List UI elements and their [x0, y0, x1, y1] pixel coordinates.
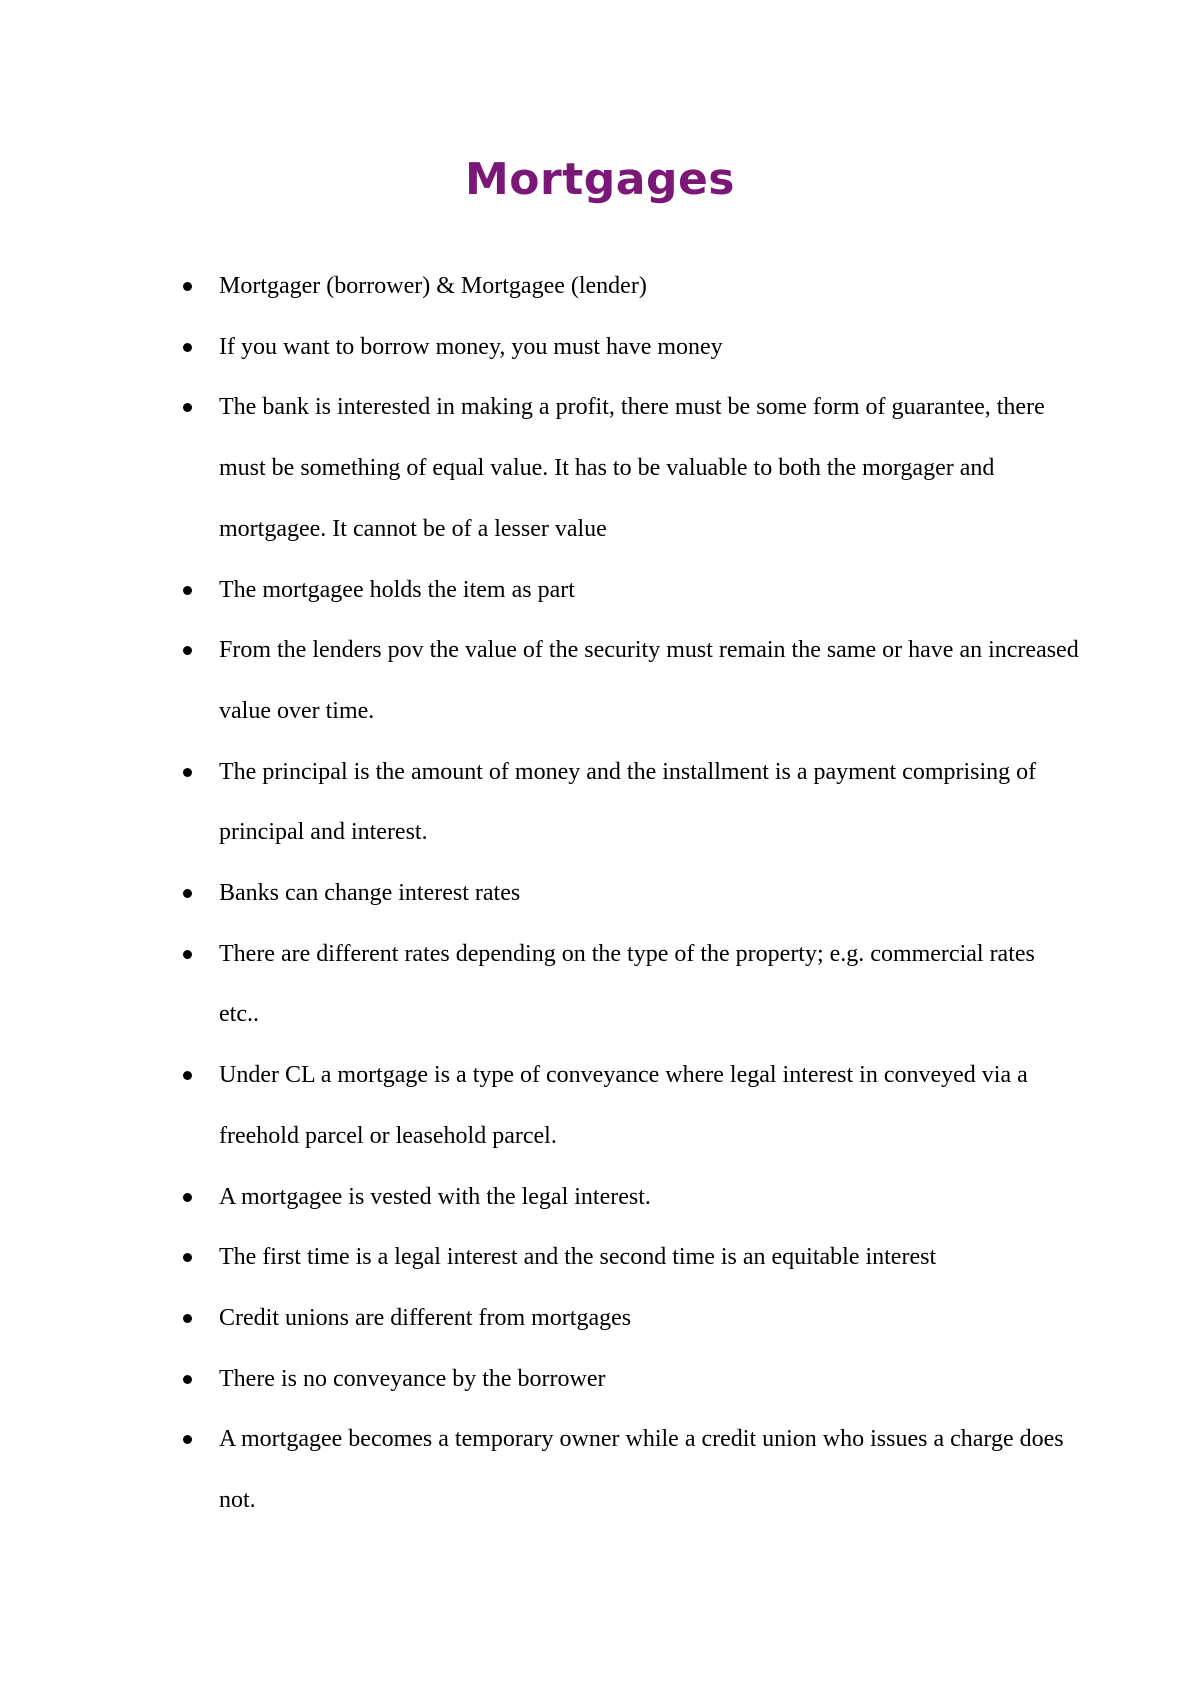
- bullet-item-9: [0, 1045, 1079, 1166]
- bullet-item-14: [0, 1409, 1079, 1530]
- bullet-item-3: [0, 377, 1079, 559]
- bullet-text: Credit unions are different from mortgages: [219, 1304, 632, 1331]
- bullet-icon: [183, 1193, 192, 1202]
- bullet-icon: [183, 646, 192, 655]
- bullet-text: Under CL a mortgage is a type of conveyance where legal interest in conveyed via a freehold parcel or leasehold parcel.: [219, 1062, 1028, 1149]
- bullet-text: Banks can change interest rates: [219, 880, 521, 907]
- bullet-icon: [183, 282, 192, 291]
- bullet-list: [0, 256, 1200, 1531]
- bullet-text: The first time is a legal interest and the second time is an equitable interest: [219, 1244, 937, 1271]
- bullet-icon: [183, 403, 192, 412]
- bullet-item-7: [0, 863, 1079, 924]
- bullet-icon: [183, 343, 192, 352]
- bullet-item-4: [0, 560, 1079, 621]
- document-title: Mortgages: [465, 154, 735, 205]
- bullet-icon: [183, 1071, 192, 1080]
- bullet-icon: [183, 1314, 192, 1323]
- bullet-icon: [183, 1253, 192, 1262]
- bullet-item-12: [0, 1288, 1079, 1349]
- bullet-icon: [183, 586, 192, 595]
- bullet-item-10: [0, 1167, 1079, 1228]
- bullet-text: The principal is the amount of money and the installment is a payment comprising of principal and interest.: [219, 758, 1037, 846]
- bullet-text: The bank is interested in making a profit, there must be some form of guarantee, there must be something of equal value. It has to be valuable to both the morgager and mortgagee. It cannot be of a lesser value: [219, 394, 1045, 542]
- bullet-icon: [183, 889, 192, 898]
- bullet-item-5: [0, 620, 1079, 741]
- bullet-item-11: [0, 1227, 1079, 1288]
- bullet-icon: [183, 768, 192, 777]
- bullet-icon: [183, 1375, 192, 1384]
- bullet-item-13: [0, 1349, 1079, 1410]
- bullet-item-6: [0, 742, 1079, 863]
- bullet-text: There are different rates depending on the type of the property; e.g. commercial rates etc..: [219, 940, 1035, 1028]
- bullet-item-2: [0, 317, 1079, 378]
- bullet-text: If you want to borrow money, you must have money: [219, 333, 723, 360]
- bullet-text: There is no conveyance by the borrower: [219, 1365, 606, 1392]
- bullet-text: The mortgagee holds the item as part: [219, 576, 575, 603]
- bullet-text: From the lenders pov the value of the security must remain the same or have an increased value over time.: [219, 637, 1079, 724]
- bullet-text: Mortgager (borrower) & Mortgagee (lender): [219, 273, 647, 299]
- bullet-item-8: [0, 924, 1079, 1045]
- bullet-text: A mortgagee becomes a temporary owner while a credit union who issues a charge does not.: [219, 1426, 1064, 1514]
- bullet-icon: [183, 1435, 192, 1444]
- bullet-text: A mortgagee is vested with the legal interest.: [219, 1183, 651, 1210]
- bullet-item-1: [0, 256, 1079, 317]
- bullet-icon: [183, 950, 192, 959]
